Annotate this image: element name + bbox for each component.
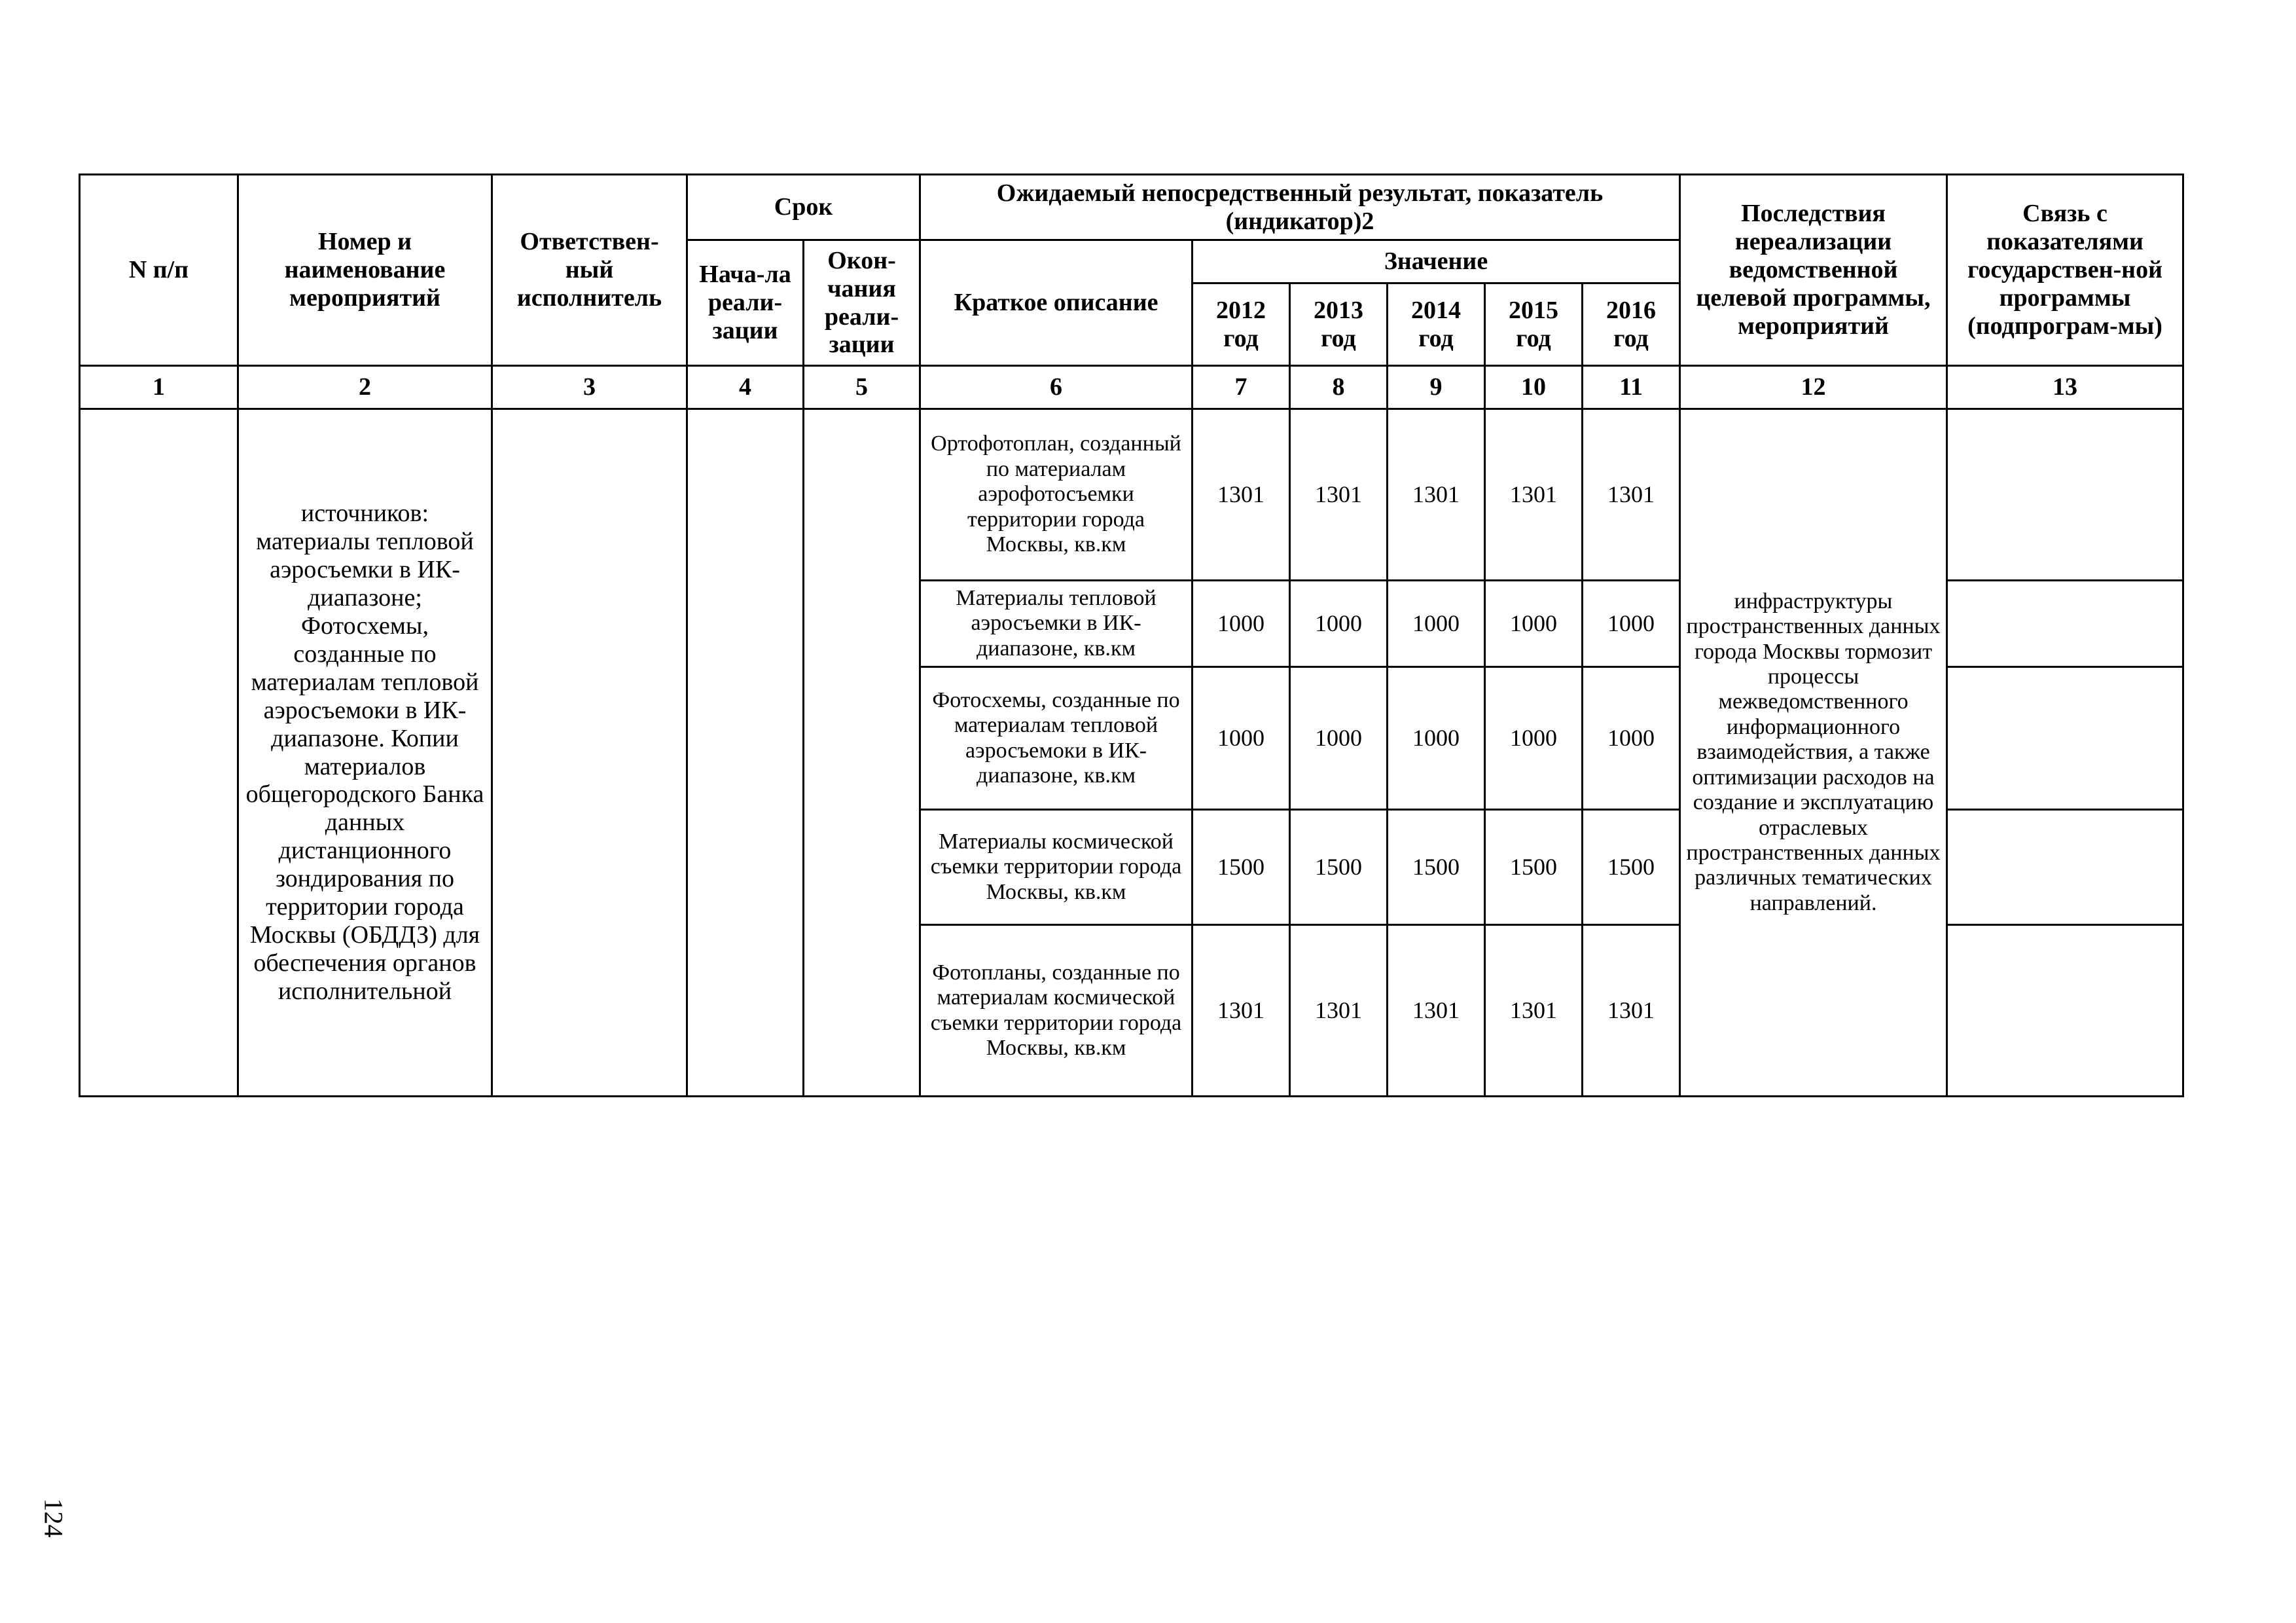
value-cell: 1000 <box>1388 667 1485 810</box>
column-number: 1 <box>80 366 238 409</box>
start-cell <box>687 409 804 1097</box>
link-cell <box>1947 667 2183 810</box>
column-numbers-row <box>80 366 2183 409</box>
header-number: N п/п <box>80 175 238 366</box>
header-end: Окон-чания реали-зации <box>804 240 920 366</box>
number-cell <box>80 409 238 1097</box>
header-measure-name: Номер и наименование мероприятий <box>238 175 492 366</box>
value-cell: 1301 <box>1485 925 1583 1097</box>
column-number: 8 <box>1290 366 1388 409</box>
value-cell: 1500 <box>1583 810 1680 925</box>
header-year: 2014 год <box>1388 283 1485 366</box>
value-cell: 1301 <box>1193 925 1290 1097</box>
link-cell <box>1947 409 2183 581</box>
value-cell: 1000 <box>1485 581 1583 667</box>
value-cell: 1000 <box>1193 667 1290 810</box>
column-number: 5 <box>804 366 920 409</box>
link-cell <box>1947 925 2183 1097</box>
header-year: 2015 год <box>1485 283 1583 366</box>
header-year: 2013 год <box>1290 283 1388 366</box>
column-number: 12 <box>1680 366 1947 409</box>
value-cell: 1301 <box>1193 409 1290 581</box>
header-value: Значение <box>1193 240 1680 283</box>
value-cell: 1500 <box>1193 810 1290 925</box>
value-cell: 1301 <box>1388 409 1485 581</box>
consequences-text: инфраструктуры пространственных данных города Москвы тормозит процессы межведомственного информационного взаимодействия, а также оптимизации расходов на создание и эксплуатацию отраслевых пространственных данных различных тематических направлений. <box>1680 409 1947 1097</box>
link-cell <box>1947 581 2183 667</box>
header-term: Срок <box>687 175 920 240</box>
responsible-cell <box>492 409 687 1097</box>
value-cell: 1500 <box>1485 810 1583 925</box>
column-number: 11 <box>1583 366 1680 409</box>
value-cell: 1301 <box>1290 409 1388 581</box>
column-number: 13 <box>1947 366 2183 409</box>
column-number: 9 <box>1388 366 1485 409</box>
column-number: 4 <box>687 366 804 409</box>
header-description: Краткое описание <box>920 240 1193 366</box>
page-number: 124 <box>39 1498 69 1538</box>
header-link: Связь с показателями государствен-ной программы (подпрограм-мы) <box>1947 175 2183 366</box>
value-cell: 1500 <box>1290 810 1388 925</box>
column-number: 6 <box>920 366 1193 409</box>
value-cell: 1301 <box>1388 925 1485 1097</box>
value-cell: 1500 <box>1388 810 1485 925</box>
header-year: 2012 год <box>1193 283 1290 366</box>
value-cell: 1301 <box>1583 409 1680 581</box>
link-cell <box>1947 810 2183 925</box>
value-cell: 1000 <box>1290 667 1388 810</box>
column-number: 10 <box>1485 366 1583 409</box>
result-description: Ортофотоплан, созданный по материалам аэрофотосъемки территории города Москвы, кв.км <box>920 409 1193 581</box>
value-cell: 1000 <box>1583 581 1680 667</box>
header-expected-result: Ожидаемый непосредственный результат, показатель (индикатор)2 <box>920 175 1680 240</box>
column-number: 3 <box>492 366 687 409</box>
result-description: Фотопланы, созданные по материалам космической съемки территории города Москвы, кв.км <box>920 925 1193 1097</box>
column-number: 7 <box>1193 366 1290 409</box>
result-description: Материалы тепловой аэросъемки в ИК-диапазоне, кв.км <box>920 581 1193 667</box>
column-number: 2 <box>238 366 492 409</box>
activities-table <box>79 173 2184 1097</box>
value-cell: 1000 <box>1388 581 1485 667</box>
value-cell: 1301 <box>1485 409 1583 581</box>
header-year: 2016 год <box>1583 283 1680 366</box>
table-row <box>80 409 2183 581</box>
header-consequences: Последствия нереализации ведомственной целевой программы, мероприятий <box>1680 175 1947 366</box>
value-cell: 1301 <box>1583 925 1680 1097</box>
value-cell: 1000 <box>1583 667 1680 810</box>
result-description: Материалы космической съемки территории города Москвы, кв.км <box>920 810 1193 925</box>
header-responsible: Ответствен-ный исполнитель <box>492 175 687 366</box>
measure-name: источников: материалы тепловой аэросъемки в ИК-диапазоне; Фотосхемы, созданные по материалам тепловой аэросъемоки в ИК-диапазоне. Копии материалов общегородского Банка данных дистанционного зондирования по территории города Москвы (ОБДДЗ) для обеспечения органов исполнительной <box>238 409 492 1097</box>
value-cell: 1000 <box>1290 581 1388 667</box>
result-description: Фотосхемы, созданные по материалам тепловой аэросъемоки в ИК-диапазоне, кв.км <box>920 667 1193 810</box>
header-start: Нача-ла реали-зации <box>687 240 804 366</box>
value-cell: 1301 <box>1290 925 1388 1097</box>
value-cell: 1000 <box>1485 667 1583 810</box>
value-cell: 1000 <box>1193 581 1290 667</box>
end-cell <box>804 409 920 1097</box>
